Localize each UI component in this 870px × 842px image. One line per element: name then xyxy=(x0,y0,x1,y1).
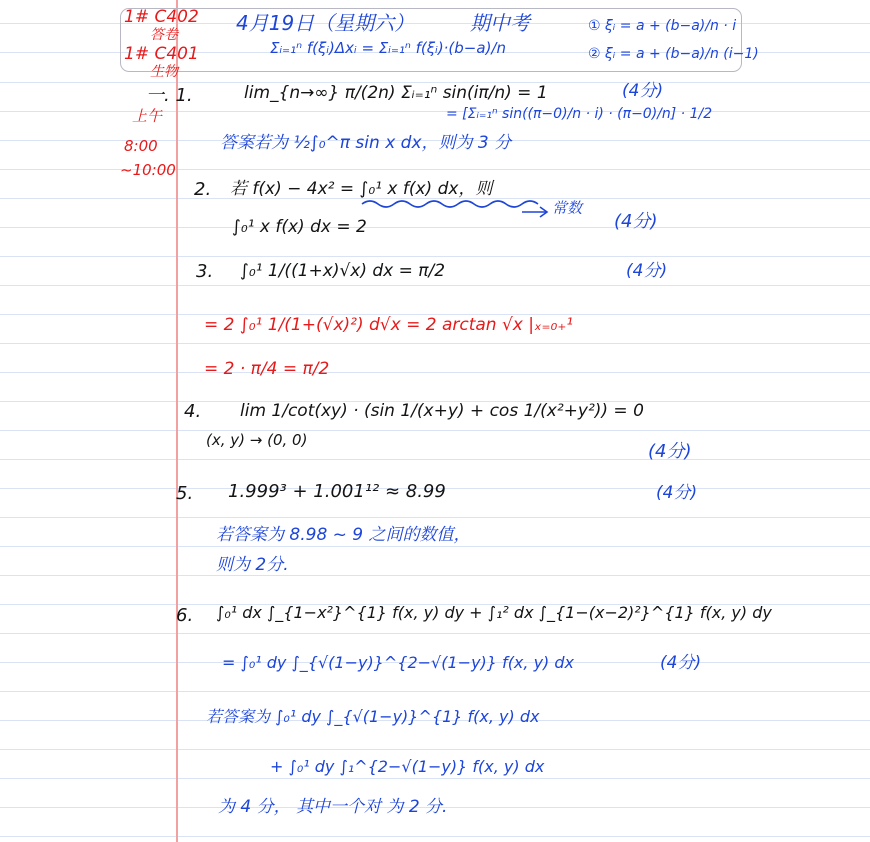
problem-1-number: 一. 1. xyxy=(146,85,193,106)
problem-4-expression: lim 1/cot(xy) · (sin 1/(x+y) + cos 1/(x²+y²)) = 0 xyxy=(240,401,644,421)
exam-date: 4月19日（星期六） xyxy=(236,11,415,35)
problem-5-note-2: 则为 2分. xyxy=(216,555,289,575)
problem-5-note-1: 若答案为 8.98 ~ 9 之间的数值， xyxy=(216,525,471,545)
riemann-option-2: ② ξᵢ = a + (b−a)/n (i−1) xyxy=(588,46,759,62)
wavy-underline xyxy=(360,198,540,210)
problem-1-note: 答案若为 ½∫₀^π sin x dx，则为 3 分 xyxy=(220,133,512,153)
problem-1-expression: lim_{n→∞} π/(2n) Σᵢ₌₁ⁿ sin(iπ/n) = 1 xyxy=(244,83,548,103)
exam-title: 期中考 xyxy=(470,11,530,35)
problem-2-expression: 若 f(x) − 4x² = ∫₀¹ x f(x) dx，则 xyxy=(230,179,493,199)
room1-sub-label: 答卷 xyxy=(150,27,178,43)
problem-4-points: (4分) xyxy=(648,441,692,462)
arrow-icon xyxy=(520,204,550,220)
room1-label: 1# C402 xyxy=(124,7,199,27)
margin-line xyxy=(176,0,178,842)
problem-6-answer: = ∫₀¹ dy ∫_{√(1−y)}^{2−√(1−y)} f(x, y) dx xyxy=(222,653,574,672)
riemann-sum-formula: Σᵢ₌₁ⁿ f(ξᵢ)Δxᵢ = Σᵢ₌₁ⁿ f(ξᵢ)·(b−a)/n xyxy=(270,39,506,57)
problem-3-number: 3. xyxy=(196,261,214,282)
problem-3-work-2: = 2 · π/4 = π/2 xyxy=(204,359,330,379)
problem-6-alt-3: 为 4 分， 其中一个对 为 2 分. xyxy=(218,797,448,817)
problem-6-number: 6. xyxy=(176,605,194,626)
problem-3-expression: ∫₀¹ 1/((1+x)√x) dx = π/2 xyxy=(240,261,446,281)
time-label: 上午 xyxy=(132,107,163,125)
problem-6-expression: ∫₀¹ dx ∫_{1−x²}^{1} f(x, y) dy + ∫₁² dx ∫_{1−(x−2)²}^{1} f(x, y) dy xyxy=(216,603,772,622)
room2-label: 1# C401 xyxy=(124,44,199,64)
time-end: ~10:00 xyxy=(120,161,176,179)
problem-4-limit-sub: (x, y) → (0, 0) xyxy=(206,431,308,449)
problem-2-arrow-label: 常数 xyxy=(552,199,583,217)
time-start: 8:00 xyxy=(124,137,158,155)
problem-2-points: (4分) xyxy=(614,211,658,232)
problem-6-points: (4分) xyxy=(660,653,702,673)
room2-sub-label: 生物 xyxy=(150,64,178,80)
problem-4-number: 4. xyxy=(184,401,202,422)
problem-6-alt-2: + ∫₀¹ dy ∫₁^{2−√(1−y)} f(x, y) dx xyxy=(270,757,545,776)
problem-5-number: 5. xyxy=(176,483,194,504)
problem-1-work: = [Σᵢ₌₁ⁿ sin((π−0)/n · i) · (π−0)/n] · 1/2 xyxy=(446,106,713,122)
problem-6-alt-1: 若答案为 ∫₀¹ dy ∫_{√(1−y)}^{1} f(x, y) dx xyxy=(206,707,540,726)
problem-3-work-1: = 2 ∫₀¹ 1/(1+(√x)²) d√x = 2 arctan √x |ₓ₌₀₊¹ xyxy=(204,315,574,335)
problem-1-points: (4分) xyxy=(622,81,664,101)
problem-5-expression: 1.999³ + 1.001¹² ≈ 8.99 xyxy=(228,481,446,502)
problem-3-points: (4分) xyxy=(626,261,668,281)
problem-2-answer: ∫₀¹ x f(x) dx = 2 xyxy=(232,217,367,237)
riemann-option-1: ① ξᵢ = a + (b−a)/n · i xyxy=(588,18,737,34)
problem-2-number: 2. xyxy=(194,179,212,200)
problem-5-points: (4分) xyxy=(656,483,698,503)
